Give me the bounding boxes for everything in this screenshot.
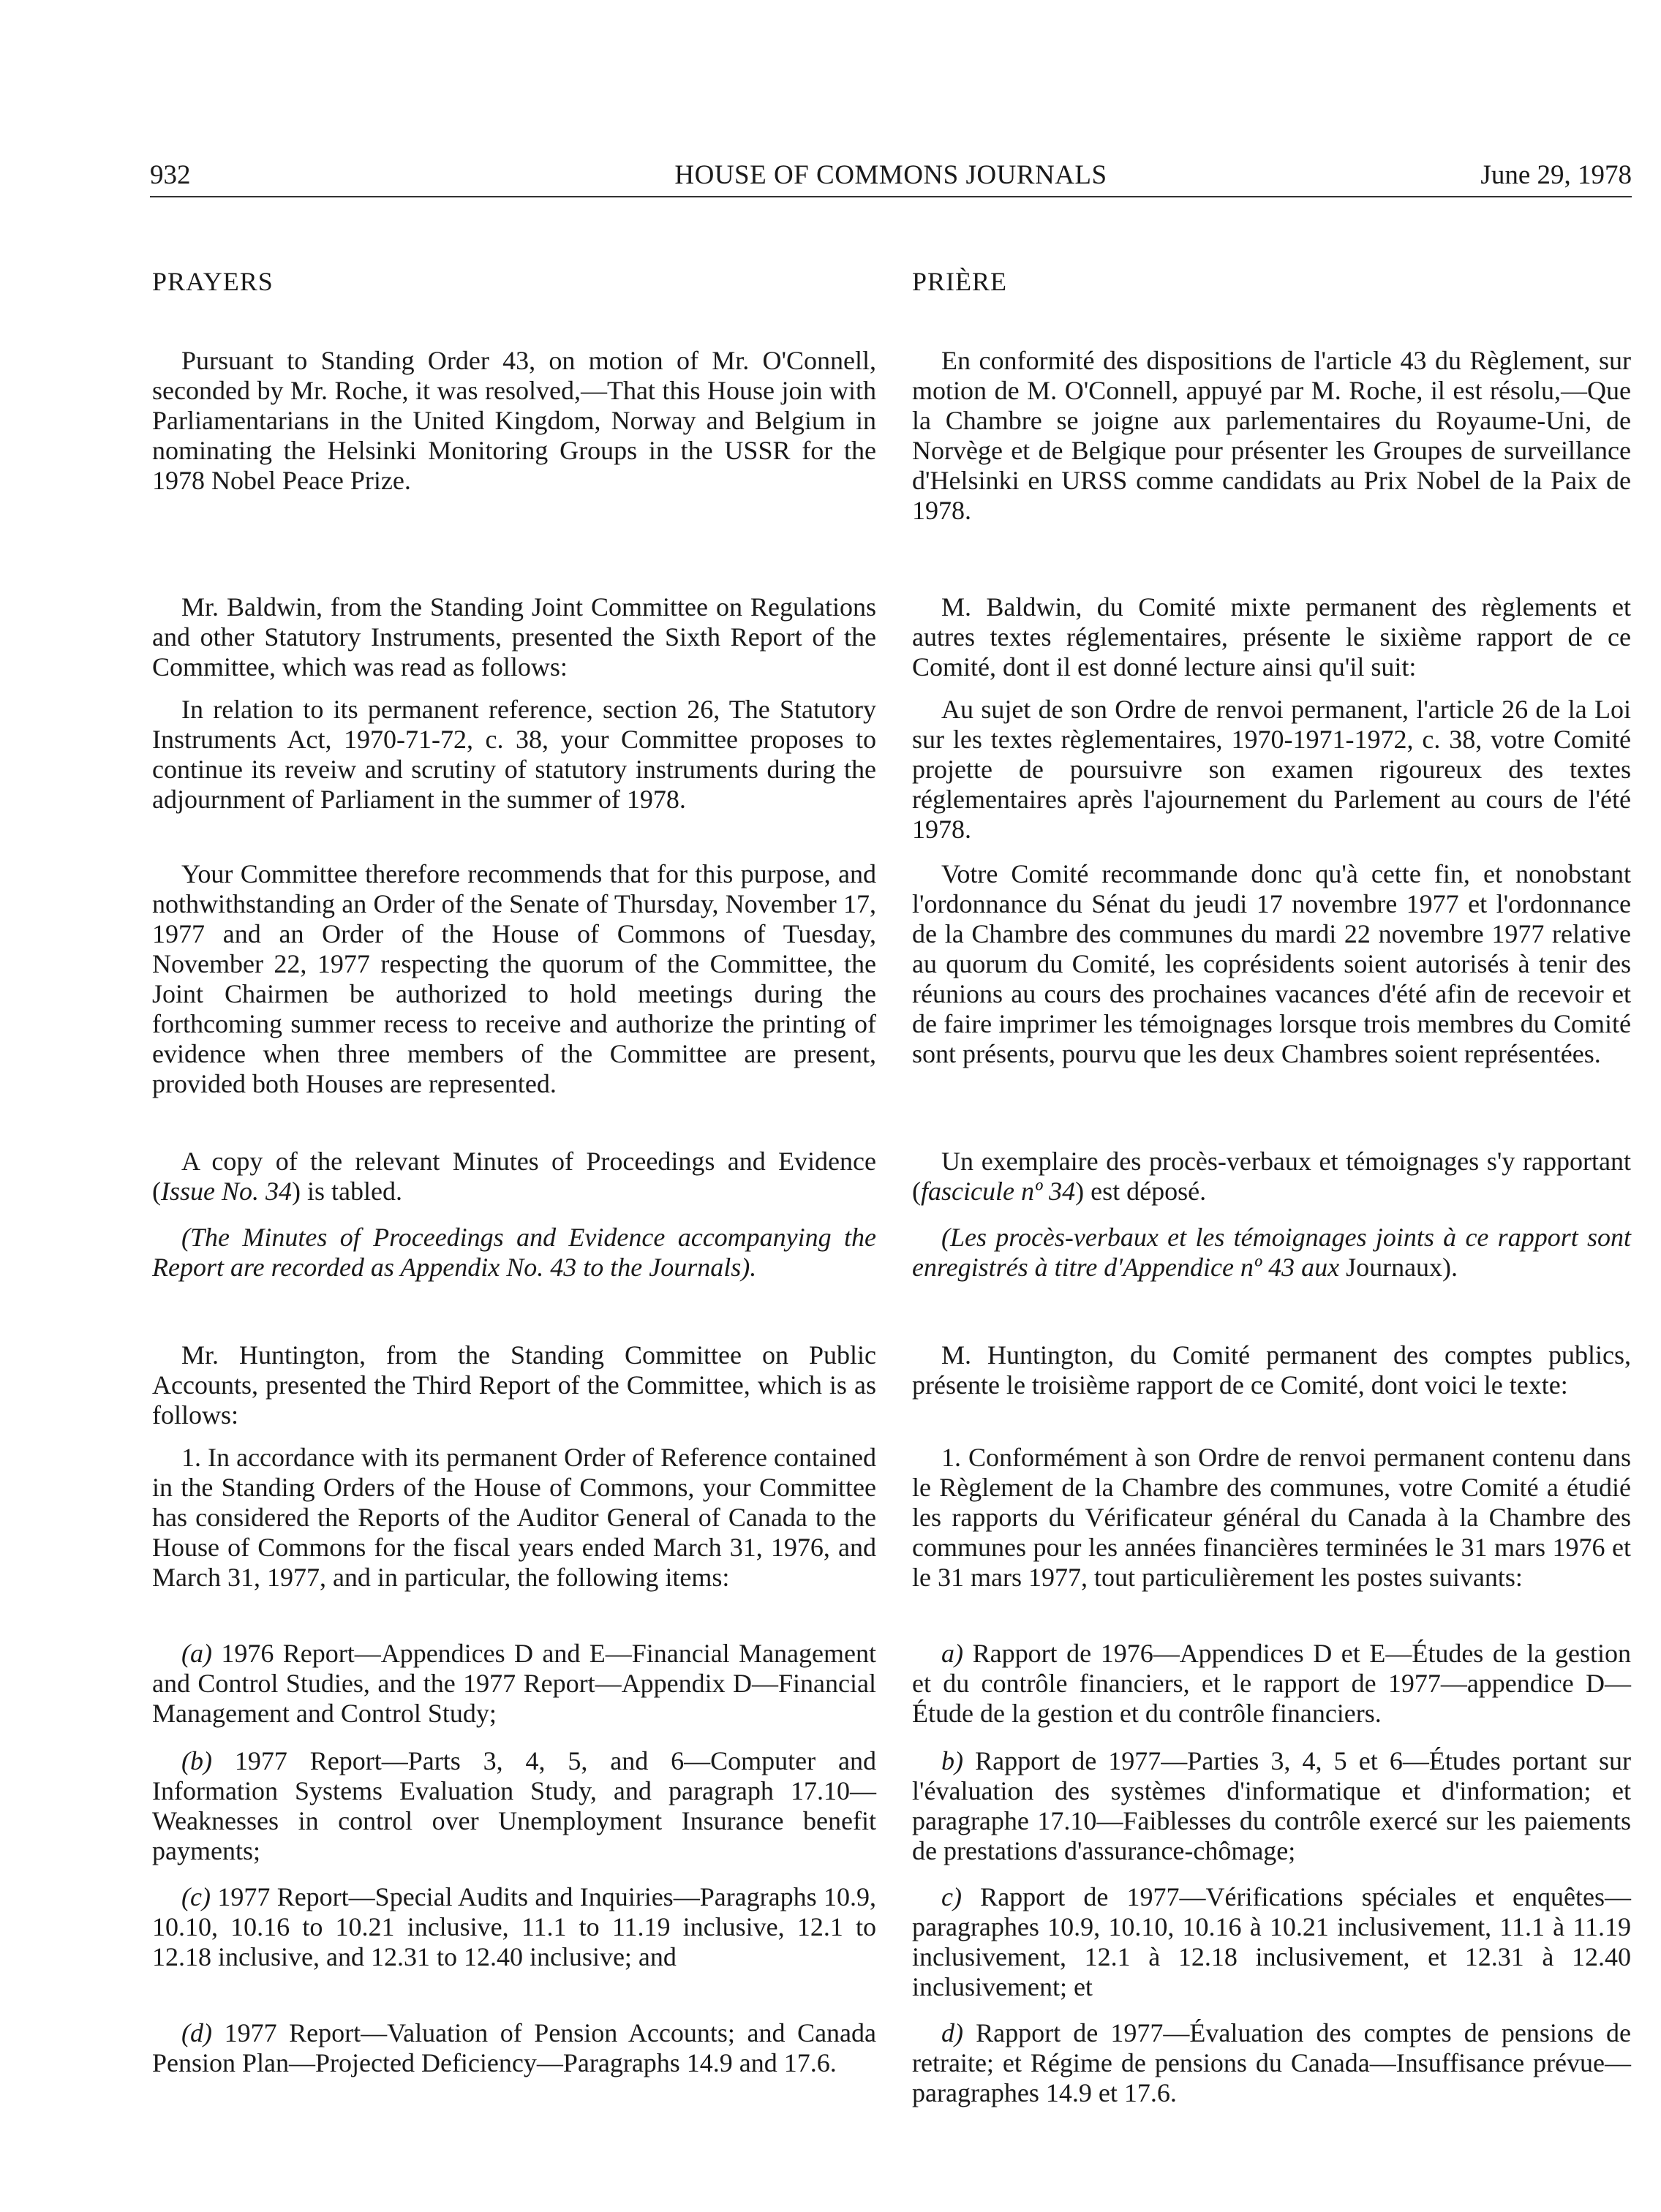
fr-priere-paragraph: En conformité des dispositions de l'article 43 du Règlement, sur motion de M. O'Connell, appuyé par M. Roche, il est résolu,—Que la Chambre se joigne aux parlementaires du Royaume-Uni, de Norvège et de Belgique pour présenter les Groupes de surveillance d'Helsinki en URSS comme candidats au Prix Nobel de la Paix de 1978. [912,346,1631,525]
journal-title: HOUSE OF COMMONS JOURNALS [674,160,1107,190]
fr-priere-heading: PRIÈRE [912,267,1008,296]
en-item-a: (a) 1976 Report—Appendices D and E—Financial Management and Control Studies, and the 1977 Report—Appendix D—Financial Management and Control Study; [152,1639,876,1728]
fr-item-b: b) Rapport de 1977—Parties 3, 4, 5 et 6—Études portant sur l'évaluation des systèmes d'informatique et d'information; et paragraphe 17.10—Faiblesses du contrôle exercé sur les paiements de prestations d'assurance-chômage; [912,1746,1631,1865]
en-baldwin-paragraph-3: A copy of the relevant Minutes of Proceedings and Evidence (Issue No. 34) is tabled. [152,1147,876,1206]
fr-huntington-paragraph-1: 1. Conformément à son Ordre de renvoi permanent contenu dans le Règlement de la Chambre des communes, votre Comité a étudié les rapports du Vérificateur général du Canada à la Chambre des communes pour les années financières terminées le 31 mars 1976 et le 31 mars 1977, tout particulièrement les postes suivants: [912,1443,1631,1592]
en-baldwin-note: (The Minutes of Proceedings and Evidence accompanying the Report are recorded as Appendix No. 43 to the Journals). [152,1223,876,1282]
fr-baldwin-note: (Les procès-verbaux et les témoignages joints à ce rapport sont enregistrés à titre d'Appendice nº 43 aux Journaux). [912,1223,1631,1282]
fr-item-c: c) Rapport de 1977—Vérifications spéciales et enquêtes—paragraphes 10.9, 10.10, 10.16 à 10.21 inclusivement, 11.1 à 11.19 inclusivement, 12.1 à 12.18 inclusivement, et 12.31 à 12.40 inclusivement; et [912,1882,1631,2001]
fr-item-d: d) Rapport de 1977—Évaluation des comptes de pensions de retraite; et Régime de pensions du Canada—Insuffisance prévue—paragraphes 14.9 et 17.6. [912,2018,1631,2107]
fr-huntington-intro: M. Huntington, du Comité permanent des comptes publics, présente le troisième rapport de ce Comité, dont voici le texte: [912,1340,1631,1400]
en-item-c: (c) 1977 Report—Special Audits and Inquiries—Paragraphs 10.9, 10.10, 10.16 to 10.21 inclusive, 11.1 to 11.19 inclusive, 12.1 to 12.18 inclusive, and 12.31 to 12.40 inclusive; and [152,1882,876,1971]
en-baldwin-intro: Mr. Baldwin, from the Standing Joint Committee on Regulations and other Statutory Instruments, presented the Sixth Report of the Committee, which was read as follows: [152,592,876,682]
en-item-b: (b) 1977 Report—Parts 3, 4, 5, and 6—Computer and Information Systems Evaluation Study, and paragraph 17.10—Weaknesses in control over Unemployment Insurance benefit payments; [152,1746,876,1865]
en-item-d: (d) 1977 Report—Valuation of Pension Accounts; and Canada Pension Plan—Projected Deficiency—Paragraphs 14.9 and 17.6. [152,2018,876,2077]
en-baldwin-paragraph-1: In relation to its permanent reference, section 26, The Statutory Instruments Act, 1970-71-72, c. 38, your Committee proposes to continue its reveiw and scrutiny of statutory instruments during the adjournment of Parliament in the summer of 1978. [152,695,876,814]
fr-baldwin-paragraph-3: Un exemplaire des procès-verbaux et témoignages s'y rapportant (fascicule nº 34) est déposé. [912,1147,1631,1206]
fr-item-a: a) Rapport de 1976—Appendices D et E—Études de la gestion et du contrôle financiers, et le rapport de 1977—appendice D—Étude de la gestion et du contrôle financiers. [912,1639,1631,1728]
en-prayers-paragraph: Pursuant to Standing Order 43, on motion of Mr. O'Connell, seconded by Mr. Roche, it was resolved,—That this House join with Parliamentarians in the United Kingdom, Norway and Belgium in nominating the Helsinki Monitoring Groups in the USSR for the 1978 Nobel Peace Prize. [152,346,876,495]
header-rule [150,196,1632,197]
fr-baldwin-intro: M. Baldwin, du Comité mixte permanent des règlements et autres textes réglementaires, présente le sixième rapport de ce Comité, dont il est donné lecture ainsi qu'il suit: [912,592,1631,682]
fr-baldwin-paragraph-1: Au sujet de son Ordre de renvoi permanent, l'article 26 de la Loi sur les textes règlementaires, 1970-1971-1972, c. 38, votre Comité projette de poursuivre son examen rigoureux des textes réglementaires après l'ajournement du Parlement au cours de l'été 1978. [912,695,1631,844]
page-date: June 29, 1978 [1480,160,1632,190]
en-prayers-heading: PRAYERS [152,267,274,296]
page-number: 932 [150,160,191,190]
fr-baldwin-paragraph-2: Votre Comité recommande donc qu'à cette fin, et nonobstant l'ordonnance du Sénat du jeudi 17 novembre 1977 et l'ordonnance de la Chambre des communes du mardi 22 novembre 1977 relative au quorum du Comité, les coprésidents soient autorisés à tenir des réunions au cours des prochaines vacances d'été afin de recevoir et de faire imprimer les témoignages lorsque trois membres du Comité sont présents, pourvu que les deux Chambres soient représentées. [912,859,1631,1068]
en-huntington-intro: Mr. Huntington, from the Standing Committee on Public Accounts, presented the Third Report of the Committee, which is as follows: [152,1340,876,1430]
en-huntington-paragraph-1: 1. In accordance with its permanent Order of Reference contained in the Standing Orders of the House of Commons, your Committee has considered the Reports of the Auditor General of Canada to the House of Commons for the fiscal years ended March 31, 1976, and March 31, 1977, and in particular, the following items: [152,1443,876,1592]
en-baldwin-paragraph-2: Your Committee therefore recommends that for this purpose, and nothwithstanding an Order of the Senate of Thursday, November 17, 1977 and an Order of the House of Commons of Tuesday, November 22, 1977 respecting the quorum of the Committee, the Joint Chairmen be authorized to hold meetings during the forthcoming summer recess to receive and authorize the printing of evidence when three members of the Committee are present, provided both Houses are represented. [152,859,876,1098]
